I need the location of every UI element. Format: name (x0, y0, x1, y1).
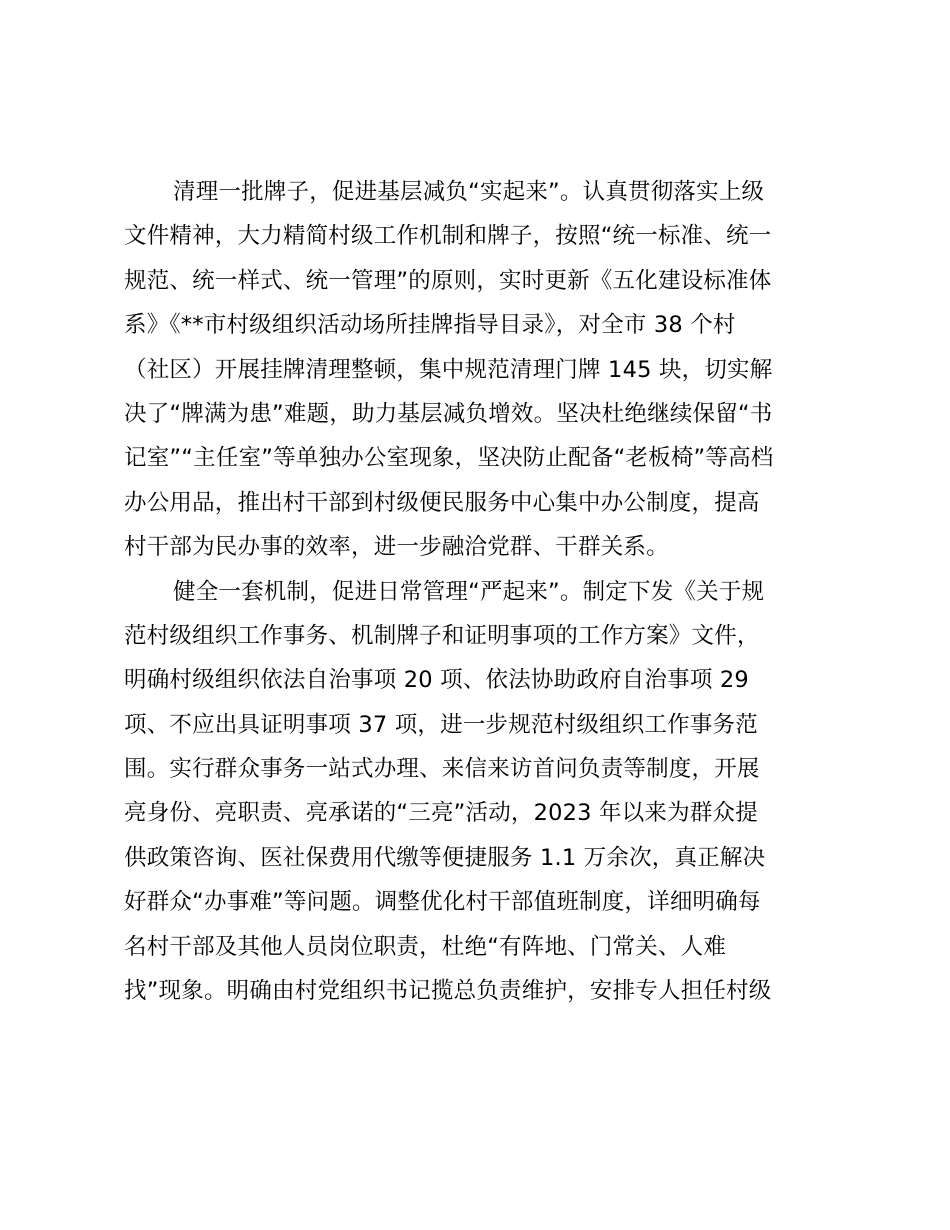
text-line: 名村干部及其他人员岗位职责，杜绝“有阵地、门常关、人难 (124, 933, 727, 960)
text-line: 健全一套机制，促进日常管理“严起来”。制定下发《关于规 (173, 578, 765, 605)
document-body (124, 170, 844, 1013)
text-line: 办公用品，推出村干部到村级便民服务中心集中办公制度，提高 (124, 489, 760, 516)
text-line: 供政策咨询、医社保费用代缴等便捷服务 1.1 万余次，真正解决 (124, 844, 766, 871)
text-line: 系》《**市村级组织活动场所挂牌指导目录》，对全市 38 个村 (124, 312, 736, 339)
paragraph-clean-signs (124, 170, 844, 570)
text-line: 文件精神，大力精简村级工作机制和牌子，按照“统一标准、统一 (124, 223, 772, 250)
text-line: 村干部为民办事的效率，进一步融洽党群、干群关系。 (124, 534, 669, 561)
text-line: 记室”“主任室”等单独办公室现象，坚决防止配备“老板椅”等高档 (124, 445, 774, 472)
text-line: 亮身份、亮职责、亮承诺的“三亮”活动，2023 年以来为群众提 (124, 800, 758, 827)
text-line: 项、不应出具证明事项 37 项，进一步规范村级组织工作事务范 (124, 711, 758, 738)
text-line: 好群众“办事难”等问题。调整优化村干部值班制度，详细明确每 (124, 889, 761, 916)
text-line: 决了“牌满为患”难题，助力基层减负增效。坚决杜绝继续保留“书 (124, 400, 773, 427)
text-line: （社区）开展挂牌清理整顿，集中规范清理门牌 145 块，切实解 (124, 356, 773, 383)
text-line: 范村级组织工作事务、机制牌子和证明事项的工作方案》文件， (124, 622, 760, 649)
text-line: 找”现象。明确由村党组织书记揽总负责维护，安排专人担任村级 (124, 978, 772, 1005)
text-line: 规范、统一样式、统一管理”的原则，实时更新《五化建设标准体 (124, 267, 772, 294)
text-line: 明确村级组织依法自治事项 20 项、依法协助政府自治事项 29 (124, 667, 749, 694)
text-line: 围。实行群众事务一站式办理、来信来访首问负责等制度，开展 (124, 756, 760, 783)
text-line: 清理一批牌子，促进基层减负“实起来”。认真贯彻落实上级 (173, 179, 765, 205)
paragraph-mechanism (124, 570, 844, 1014)
